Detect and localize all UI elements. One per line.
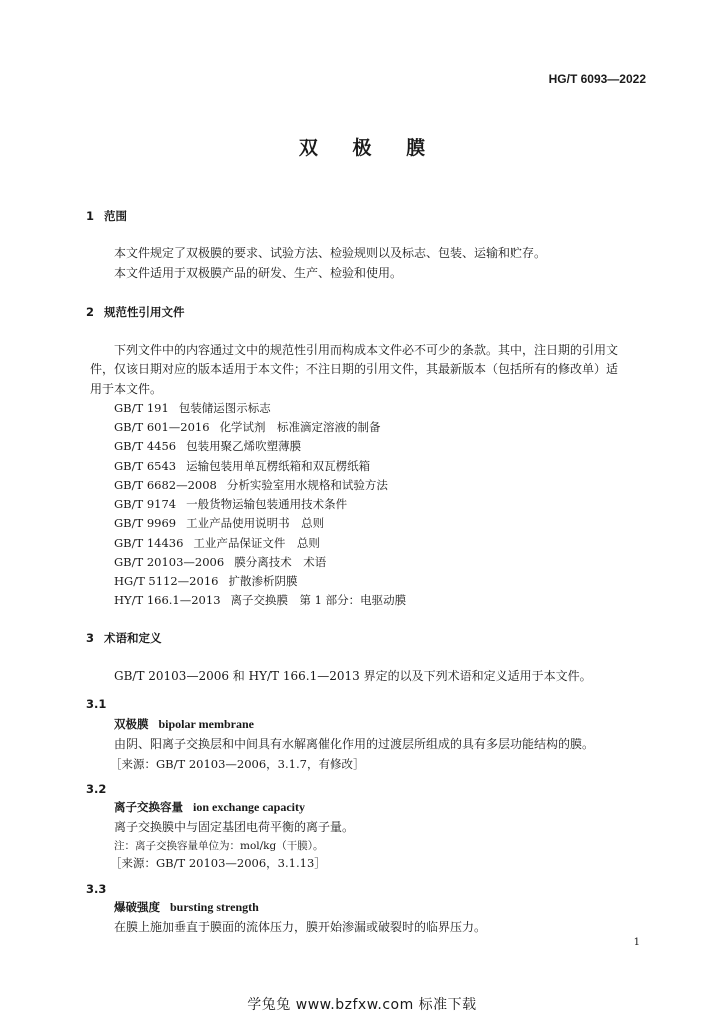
term-english: bursting strength xyxy=(170,900,259,914)
reference-item xyxy=(114,535,320,551)
reference-name: 膜分离技术 术语 xyxy=(234,555,327,569)
term-definition: 离子交换膜中与固定基团电荷平衡的离子量。 xyxy=(114,820,355,834)
term-number: 3.2 xyxy=(86,782,107,796)
reference-code: GB/T 14436 xyxy=(114,536,184,550)
section-number: 3 xyxy=(86,631,95,645)
reference-name: 离子交换膜 第 1 部分：电驱动膜 xyxy=(230,593,407,607)
reference-code: GB/T 20103—2006 xyxy=(114,555,225,569)
reference-code: GB/T 9969 xyxy=(114,516,177,530)
term-heading xyxy=(114,716,254,732)
standard-code: HG/T 6093—2022 xyxy=(548,72,646,86)
term-english: bipolar membrane xyxy=(158,717,254,731)
paragraph-line: GB/T 20103—2006 和 HY/T 166.1—2013 界定的以及下列术语和定义适用于本文件。 xyxy=(114,669,592,683)
term-note: 注：离子交换容量单位为：mol/kg（干膜）。 xyxy=(114,840,324,852)
section-title: 规范性引用文件 xyxy=(104,305,185,319)
section-number: 1 xyxy=(86,209,95,223)
reference-item xyxy=(114,400,271,416)
reference-name: 工业产品使用说明书 总则 xyxy=(186,516,325,530)
paragraph-line: 本文件适用于双极膜产品的研发、生产、检验和使用。 xyxy=(114,266,403,280)
term-chinese: 双极膜 xyxy=(114,717,149,731)
paragraph-line: 下列文件中的内容通过文中的规范性引用而构成本文件必不可少的条款。其中，注日期的引用文 xyxy=(114,343,619,357)
reference-item xyxy=(114,496,347,512)
reference-item xyxy=(114,554,326,570)
reference-name: 工业产品保证文件 总则 xyxy=(193,536,320,550)
reference-code: GB/T 6682—2008 xyxy=(114,478,217,492)
term-number: 3.1 xyxy=(86,697,107,711)
term-chinese: 离子交换容量 xyxy=(114,800,183,814)
section-title: 术语和定义 xyxy=(104,631,162,645)
term-english: ion exchange capacity xyxy=(193,800,305,814)
reference-name: 运输包装用单瓦楞纸箱和双瓦楞纸箱 xyxy=(186,459,371,473)
term-chinese: 爆破强度 xyxy=(114,900,160,914)
paragraph-line: 用于本文件。 xyxy=(90,382,163,396)
reference-code: GB/T 9174 xyxy=(114,497,177,511)
document-title: 双 极 膜 xyxy=(298,137,440,159)
page-number: 1 xyxy=(633,937,640,948)
reference-item xyxy=(114,477,388,493)
term-heading xyxy=(114,899,259,915)
reference-code: GB/T 6543 xyxy=(114,459,177,473)
reference-code: HG/T 5112—2016 xyxy=(114,574,219,588)
term-definition: 由阴、阳离子交换层和中间具有水解离催化作用的过渡层所组成的具有多层功能结构的膜。 xyxy=(114,737,595,751)
paragraph-line: 本文件规定了双极膜的要求、试验方法、检验规则以及标志、包装、运输和贮存。 xyxy=(114,246,547,260)
section-3-heading xyxy=(86,630,162,646)
reference-item xyxy=(114,458,370,474)
reference-item xyxy=(114,419,381,435)
section-title: 范围 xyxy=(104,209,127,223)
reference-name: 包装储运图示标志 xyxy=(178,401,271,415)
reference-code: GB/T 601—2016 xyxy=(114,420,210,434)
reference-item xyxy=(114,438,301,454)
term-source: ［来源：GB/T 20103—2006，3.1.13］ xyxy=(110,856,326,870)
term-heading xyxy=(114,799,305,815)
term-number: 3.3 xyxy=(86,882,107,896)
reference-item xyxy=(114,573,297,589)
reference-code: GB/T 191 xyxy=(114,401,169,415)
reference-name: 分析实验室用水规格和试验方法 xyxy=(226,478,388,492)
section-2-heading xyxy=(86,304,185,320)
footer-watermark: 学兔兔 www.bzfxw.com 标准下载 xyxy=(247,997,477,1013)
reference-name: 扩散渗析阴膜 xyxy=(228,574,298,588)
reference-item xyxy=(114,515,324,531)
paragraph-line: 件，仅该日期对应的版本适用于本文件；不注日期的引用文件，其最新版本（包括所有的修改单）适 xyxy=(90,362,619,376)
reference-code: GB/T 4456 xyxy=(114,439,177,453)
term-source: ［来源：GB/T 20103—2006，3.1.7，有修改］ xyxy=(110,757,365,771)
section-number: 2 xyxy=(86,305,95,319)
reference-name: 化学试剂 标准滴定溶液的制备 xyxy=(219,420,381,434)
term-definition: 在膜上施加垂直于膜面的流体压力，膜开始渗漏或破裂时的临界压力。 xyxy=(114,920,487,934)
reference-name: 一般货物运输包装通用技术条件 xyxy=(186,497,348,511)
reference-name: 包装用聚乙烯吹塑薄膜 xyxy=(186,439,302,453)
reference-item xyxy=(114,592,406,608)
reference-code: HY/T 166.1—2013 xyxy=(114,593,221,607)
section-1-heading xyxy=(86,208,127,224)
